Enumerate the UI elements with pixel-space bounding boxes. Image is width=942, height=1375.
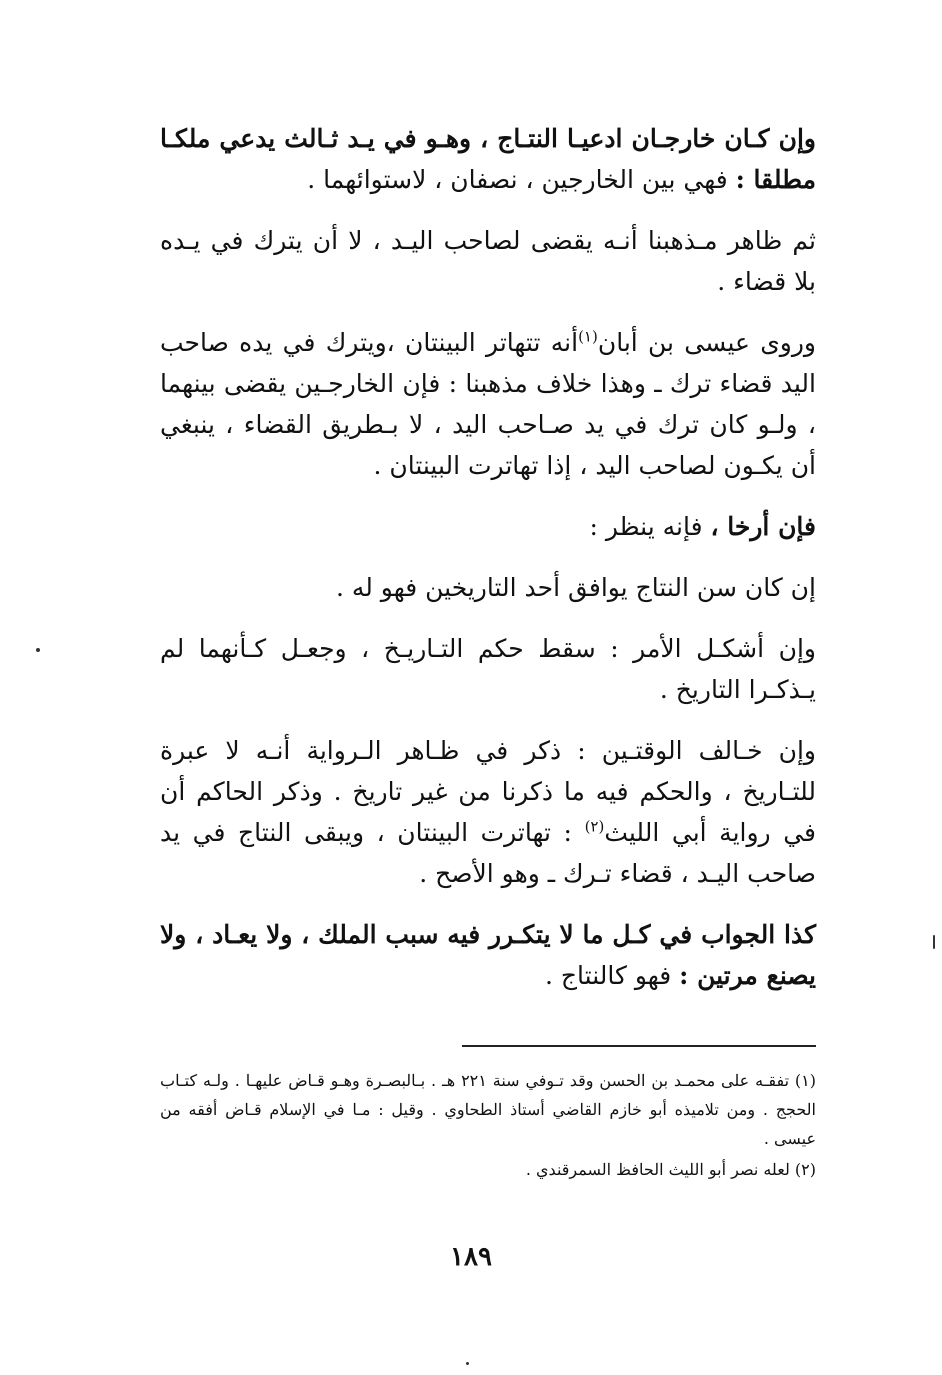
paragraph-3: [160, 322, 816, 486]
scan-speck: [36, 648, 40, 652]
footnote-2: (٢) لعله نصر أبو الليث الحافظ السمرقندي .: [525, 1160, 816, 1179]
paragraph-1: [160, 118, 816, 200]
paragraph-8: [160, 914, 816, 996]
bold-heading-1: وإن كـان خارجـان ادعيـا النتـاج ، وهـو في يـد ثـالث يدعي ملكـا مطلقا :: [160, 124, 816, 194]
paragraph-8-text: فهو كالنتاج .: [545, 961, 680, 990]
footnote-1: (١) تفقـه على محمـد بن الحسن وقد تـوفي سنة ٢٢١ هـ . بـالبصـرة وهـو قـاض عليهـا . ولـه كتـاب الحجج . ومن تلاميذه أبو خازم القاضي أستاذ الطحاوي . وقيل : مـا في الإسلام قـاض أفقه من عيسى .: [160, 1071, 817, 1148]
page-number: ١٨٩: [450, 1242, 492, 1272]
paragraph-1-text: فهي بين الخارجين ، نصفان ، لاستوائهما .: [307, 165, 736, 194]
paragraph-7-text-after: : تهاترت البينتان ، ويبقى النتاج في يد صاحب اليـد ، قضاء تـرك ـ وهو الأصح .: [160, 818, 816, 888]
paragraph-4: [160, 506, 816, 547]
footnote-ref-1: (١): [578, 327, 598, 346]
paragraph-2-text: ثم ظاهر مـذهبنا أنـه يقضى لصاحب اليـد ، لا أن يترك في يـده بلا قضاء .: [160, 226, 816, 296]
bold-heading-2: فإن أرخا ،: [710, 512, 816, 541]
scan-speck: [933, 935, 935, 949]
page-body: [160, 118, 816, 1016]
footnotes: [160, 1066, 816, 1186]
paragraph-4-text: فإنه ينظر :: [589, 512, 711, 541]
footnote-ref-2: (٢): [584, 817, 605, 836]
paragraph-3-text-before: وروى عيسى بن أبان: [597, 328, 816, 357]
bold-heading-3: كذا الجواب في كـل ما لا يتكـرر فيه سبب الملك ، ولا يعـاد ، ولا يصنع مرتين :: [160, 920, 816, 990]
paragraph-3-text-after: أنه تتهاتر البينتان ،ويترك في يده صاحب اليد قضاء ترك ـ وهذا خلاف مذهبنا : فإن الخارجـين يقضى بينهما ، ولـو كان ترك في يد صـاحب اليد ، لا بـطريق القضاء ، ينبغي أن يكـون لصاحب اليد ، إذا تهاترت البينتان .: [160, 328, 816, 480]
paragraph-6: [160, 628, 816, 710]
paragraph-6-text: وإن أشكـل الأمر : سقط حكم التـاريـخ ، وجعـل كـأنهما لم يـذكـرا التاريخ .: [160, 634, 816, 704]
paragraph-2: [160, 220, 816, 302]
paragraph-5-text: إن كان سن النتاج يوافق أحد التاريخين فهو له .: [335, 573, 816, 602]
scan-speck: [466, 1362, 469, 1365]
paragraph-7: [160, 730, 816, 894]
paragraph-5: [160, 567, 816, 608]
paragraph-7-text-before: وإن خـالف الوقتـين : ذكر في ظـاهر الـرواية أنـه لا عبرة للتـاريخ ، والحكم فيه ما ذكرنا من غير تاريخ . وذكر الحاكم أن في رواية أبي الليث: [160, 736, 816, 847]
footnote-separator: [462, 1045, 816, 1047]
